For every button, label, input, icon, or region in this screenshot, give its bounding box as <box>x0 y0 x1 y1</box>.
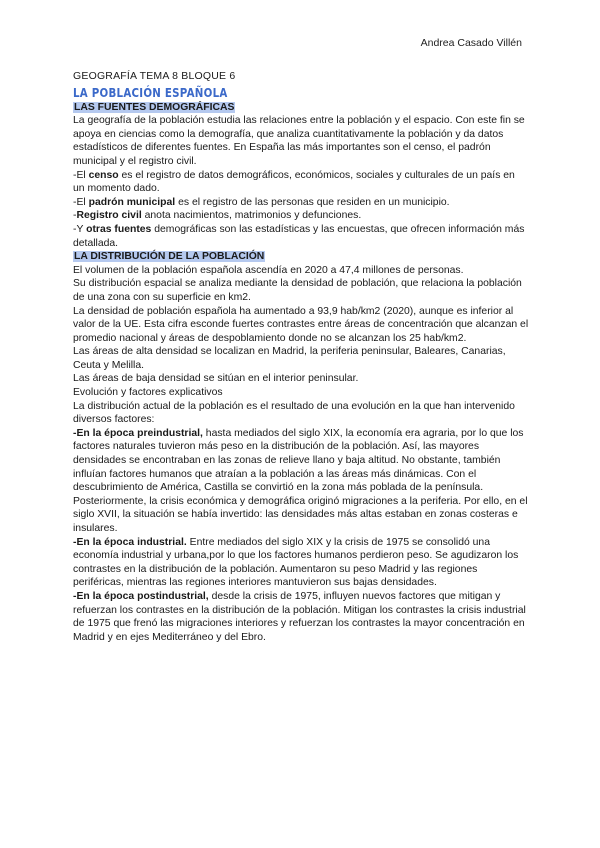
section-heading-fuentes-text: LAS FUENTES DEMOGRÁFICAS <box>74 101 235 113</box>
term-registro: Registro civil <box>76 210 142 222</box>
list-item-text: es el registro de las personas que residen en un municipio. <box>175 196 450 208</box>
term-censo: censo <box>88 169 119 181</box>
list-item-prefix: -El <box>73 169 89 181</box>
paragraph-distribucion-espacial: Su distribución espacial se analiza mediante la densidad de población, que relaciona la población de una zona con su superficie en km2. <box>73 278 522 303</box>
paragraph-densidad: La densidad de población española ha aumentado a 93,9 hab/km2 (2020), aunque es inferior al valor de la UE. Esta cifra esconde fuertes contrastes entre áreas de concentración que alcanzan el promedio nacional y áreas de despoblamiento donde no se alcanzan los 25 hab/km2. <box>73 305 529 344</box>
list-item-padron <box>73 196 529 210</box>
list-item-text: es el registro de datos demográficos, económicos, sociales y culturales de un país en un momento dado. <box>73 169 515 195</box>
list-item-registro <box>73 209 529 223</box>
list-item-text: hasta mediados del siglo XIX, la economía era agraria, por lo que los factores naturales tuvieron más peso en la distribución de la población. Así, las mayores densidades se encontraban en las zonas de relieve llano y baja altitud. No obstante, también influían factores humanos que atraían a la población a las áreas más dinámicas. Con el descubrimiento de América, Castilla se convirtió en la zona más poblada de la península. Posteriormente, la crisis económica y demográfica originó migraciones a la periferia. Por ello, en el siglo XVII, la situación se había invertido: las densidades más altas estaban en zonas costeras e insulares. <box>73 427 528 534</box>
list-item-censo <box>73 169 529 196</box>
list-item-text: Entre mediados del siglo XIX y la crisis de 1975 se consolidó una economía industrial y urbana,por lo que los factores humanos perdieron peso. Se agudizaron los contrastes en la distribución de la población. Aumentaron su peso Madrid y las regiones periféricas, mientras las regiones interiores mantuvieron sus bajas densidades. <box>73 536 519 589</box>
section-heading-distribucion <box>73 250 529 264</box>
list-item-prefix: - <box>73 210 77 222</box>
list-item-prefix: -Y <box>73 223 87 235</box>
paragraph-evolucion: La distribución actual de la población es el resultado de una evolución en la que han intervenido diversos factores: <box>73 400 515 426</box>
document-title: LA POBLACIÓN ESPAÑOLA <box>73 84 228 100</box>
section-heading-distribucion-text: LA DISTRIBUCIÓN DE LA POBLACIÓN <box>74 251 265 263</box>
list-item-text: desde la crisis de 1975, influyen nuevos factores que mitigan y refuerzan los contrastes en la distribución de la población. Mitigan los contrastes la crisis industrial de 1975 que frenó las migraciones interiores y refuerzan los contrastes la mayor concentración en Madrid y en ejes Mediterráneo y del Ebro. <box>73 590 526 643</box>
term-padron: padrón municipal <box>88 196 176 208</box>
course-label: GEOGRAFÍA TEMA 8 BLOQUE 6 <box>73 70 236 82</box>
subheading-evolucion: Evolución y factores explicativos <box>73 387 223 399</box>
document-body <box>73 70 529 644</box>
paragraph-fuentes-intro: La geografía de la población estudia las relaciones entre la población y el espacio. Con este fin se apoya en ciencias como la demografía, que analiza cuantitativamente la población y da datos estadísticos de diferentes fuentes. En España las más importantes son el censo, el padrón municipal y el registro civil. <box>73 115 525 167</box>
paragraph-alta-densidad: Las áreas de alta densidad se localizan en Madrid, la periferia peninsular, Baleares, Canarias, Ceuta y Melilla. <box>73 346 506 371</box>
term-postindustrial: -En la época postindustrial, <box>73 590 209 602</box>
list-item-text: demográficas son las estadísticas y las encuestas, que ofrecen información más detallada. <box>73 223 525 249</box>
list-item-industrial <box>73 536 529 590</box>
section-heading-fuentes <box>73 101 529 115</box>
list-item-postindustrial <box>73 590 529 644</box>
paragraph-baja-densidad: Las áreas de baja densidad se sitúan en el interior peninsular. <box>73 373 359 385</box>
term-otras: otras fuentes <box>86 223 152 235</box>
list-item-otras <box>73 223 529 250</box>
term-industrial: -En la época industrial. <box>73 536 187 548</box>
author-name: Andrea Casado Villén <box>420 37 522 49</box>
paragraph-volumen: El volumen de la población española ascendía en 2020 a 47,4 millones de personas. <box>73 264 464 276</box>
list-item-prefix: -El <box>73 196 89 208</box>
term-preindustrial: -En la época preindustrial, <box>73 427 203 439</box>
list-item-preindustrial <box>73 427 529 536</box>
list-item-text: anota nacimientos, matrimonios y defunciones. <box>141 210 362 222</box>
